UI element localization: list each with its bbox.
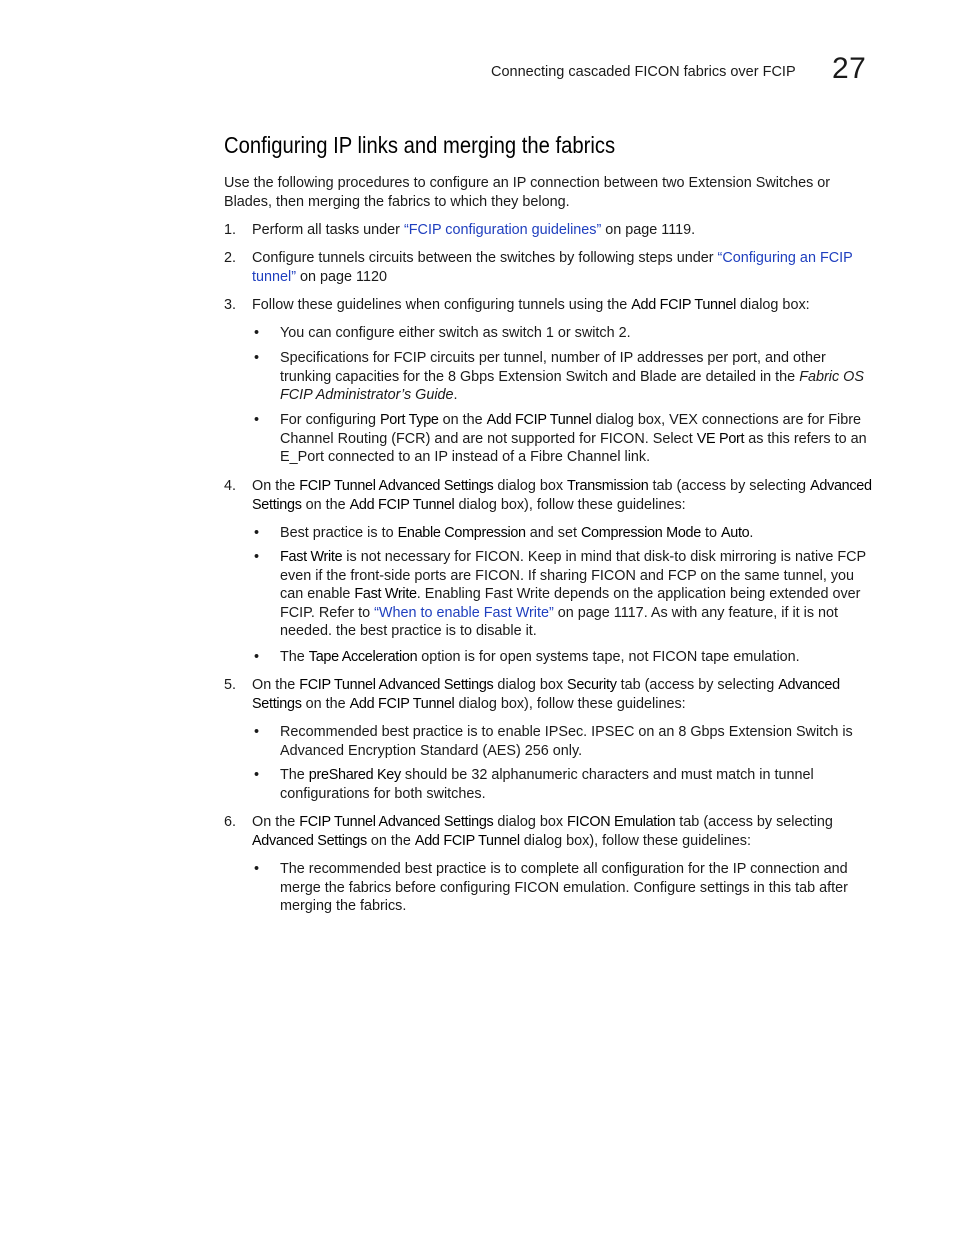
ui-term: FICON Emulation — [567, 814, 676, 830]
guide-title: Fabric OS FCIP Administrator’s Guide — [280, 368, 864, 404]
step-6-text-part: On the — [252, 814, 300, 830]
step-3-bullet-3 — [280, 411, 872, 467]
bullet-icon: • — [254, 724, 260, 740]
bullet-text: on the — [438, 412, 487, 428]
bullet-text: For configuring — [280, 412, 380, 428]
ui-term: Tape Acceleration — [308, 649, 418, 665]
ui-term: Port Type — [379, 412, 439, 428]
bullet-text: Recommended best practice is to enable IPSec. IPSEC on an 8 Gbps Extension Switch is Advanced Encryption Standard (AES) 256 only. — [280, 724, 853, 759]
step-2-number: 2. — [224, 250, 237, 266]
step-4-bullet-3 — [280, 648, 872, 667]
bullet-text: to — [700, 525, 721, 541]
step-6-text-part: on the — [366, 832, 415, 849]
ui-term: FCIP Tunnel Advanced Settings — [299, 814, 494, 830]
step-4-text-part: On the — [252, 478, 300, 494]
step-6-text — [252, 813, 872, 850]
step-4-bullet-1 — [280, 524, 872, 543]
bullet-text: is not necessary for FICON. Keep in mind that disk-to disk mirroring is native FCP even if the front-side ports are FICON. If sharing FICON and FCP on the same tunnel, you can enable — [280, 549, 866, 603]
when-to-enable-fast-write-link[interactable]: “When to enable Fast Write” — [374, 604, 554, 621]
bullet-text: . — [749, 525, 754, 541]
bullet-text: should be 32 alphanumeric characters and must match in tunnel configurations for both switches. — [280, 767, 814, 802]
bullet-icon: • — [254, 549, 260, 565]
ui-term: Advanced Settings — [252, 478, 872, 513]
step-6-bullet-1 — [280, 860, 872, 916]
bullet-text: dialog box, VEX connections are for Fibre Channel Routing (FCR) and are not supported for FICON. Select — [280, 412, 862, 447]
step-5-text-part: On the — [252, 677, 300, 693]
intro-line-2: Blades, then merging the fabrics to which they belong. — [224, 193, 570, 210]
step-3-text — [252, 296, 872, 315]
step-3-number: 3. — [224, 297, 237, 313]
ui-term: Add FCIP Tunnel — [486, 412, 592, 428]
step-2-text-part: Configure tunnels circuits between the switches by following steps under — [252, 250, 718, 266]
step-4-text-part: on the — [301, 496, 350, 513]
step-5-number: 5. — [224, 677, 237, 693]
bullet-text: as this refers to an E_Port connected to an IP instead of a Fibre Channel link. — [280, 430, 867, 466]
bullet-text: The — [280, 767, 309, 783]
step-4-number: 4. — [224, 478, 237, 494]
bullet-icon: • — [254, 861, 260, 877]
bullet-text: on page 1117. As with any feature, if it is not needed. the best practice is to disable it. — [280, 604, 839, 640]
ui-term: Fast Write — [354, 586, 417, 603]
step-5-bullet-1 — [280, 723, 872, 760]
step-4-text-part: dialog box), follow these guidelines: — [454, 496, 686, 513]
step-2-text-part: on page 1120 — [296, 268, 387, 285]
ui-term: preShared Key — [308, 767, 401, 783]
step-1-text — [252, 221, 872, 240]
intro-paragraph — [224, 174, 864, 211]
bullet-icon: • — [254, 412, 260, 428]
ui-term: FCIP Tunnel Advanced Settings — [299, 478, 494, 494]
step-5-text-part: dialog box — [493, 677, 568, 693]
ui-term: Add FCIP Tunnel — [631, 297, 737, 313]
step-4-text — [252, 477, 872, 514]
bullet-text: The recommended best practice is to complete all configuration for the IP connection and merge the fabrics before configuring FICON emulation. Configure settings in this tab after merging the fabrics. — [280, 861, 848, 915]
ui-term: Enable Compression — [397, 525, 526, 541]
bullet-text: and set — [525, 525, 581, 541]
intro-line-1: Use the following procedures to configure an IP connection between two Extension Switches or — [224, 175, 831, 191]
ui-term: Advanced Settings — [252, 832, 367, 849]
bullet-icon: • — [254, 649, 260, 665]
ui-term: Transmission — [567, 478, 649, 494]
step-6-number: 6. — [224, 814, 237, 830]
ui-term: Add FCIP Tunnel — [349, 496, 455, 513]
step-6-text-part: tab (access by selecting — [675, 814, 833, 830]
step-3-text-part: dialog box: — [736, 297, 810, 313]
ui-term: Advanced Settings — [252, 677, 840, 712]
ui-term: VE Port — [696, 430, 745, 447]
bullet-text: You can configure either switch as switch 1 or switch 2. — [280, 325, 631, 341]
bullet-icon: • — [254, 525, 260, 541]
bullet-text: . — [453, 387, 458, 404]
step-1-text-part: Perform all tasks under — [252, 222, 404, 238]
configuring-fcip-tunnel-link[interactable]: “Configuring an FCIP tunnel” — [252, 250, 853, 285]
step-4-text-part: dialog box — [493, 478, 568, 494]
step-1-text-part: on page 1119. — [601, 222, 696, 238]
step-3-bullet-2 — [280, 349, 872, 405]
ui-term: Add FCIP Tunnel — [349, 695, 455, 712]
step-6-text-part: dialog box — [493, 814, 568, 830]
step-6-text-part: dialog box), follow these guidelines: — [519, 832, 751, 849]
step-4-bullet-2 — [280, 548, 872, 641]
bullet-icon: • — [254, 767, 260, 783]
ui-term: Auto — [720, 525, 750, 541]
step-5-text-part: dialog box), follow these guidelines: — [454, 695, 686, 712]
step-5-bullet-2 — [280, 766, 872, 803]
chapter-number: 27 — [832, 52, 867, 85]
fcip-config-guidelines-link[interactable]: “FCIP configuration guidelines” — [403, 222, 602, 238]
section-title: Configuring IP links and merging the fabrics — [224, 132, 616, 158]
bullet-text: Specifications for FCIP circuits per tunnel, number of IP addresses per port, and other trunking capacities for the 8 Gbps Extension Switch and Blade are detailed in the — [280, 350, 826, 385]
bullet-text: The — [280, 649, 309, 665]
ui-term: Security — [567, 677, 617, 693]
bullet-text: Best practice is to — [280, 525, 398, 541]
running-header-title: Connecting cascaded FICON fabrics over FCIP — [491, 64, 796, 80]
step-2-text — [252, 249, 872, 286]
bullet-icon: • — [254, 325, 260, 341]
step-1-number: 1. — [224, 222, 237, 238]
step-3-bullet-1 — [280, 324, 872, 343]
ui-term: Compression Mode — [580, 525, 701, 541]
bullet-text: option is for open systems tape, not FICON tape emulation. — [417, 649, 800, 665]
ui-term: Add FCIP Tunnel — [414, 832, 520, 849]
step-5-text — [252, 676, 872, 713]
ui-term: FCIP Tunnel Advanced Settings — [299, 677, 494, 693]
bullet-icon: • — [254, 350, 260, 366]
step-5-text-part: tab (access by selecting — [616, 677, 779, 693]
bullet-text: . Enabling Fast Write depends on the application being extended over FCIP. Refer to — [280, 586, 861, 621]
ui-term: Fast Write — [280, 549, 343, 565]
step-4-text-part: tab (access by selecting — [648, 478, 811, 494]
step-5-text-part: on the — [301, 695, 350, 712]
step-3-text-part: Follow these guidelines when configuring tunnels using the — [252, 297, 632, 313]
